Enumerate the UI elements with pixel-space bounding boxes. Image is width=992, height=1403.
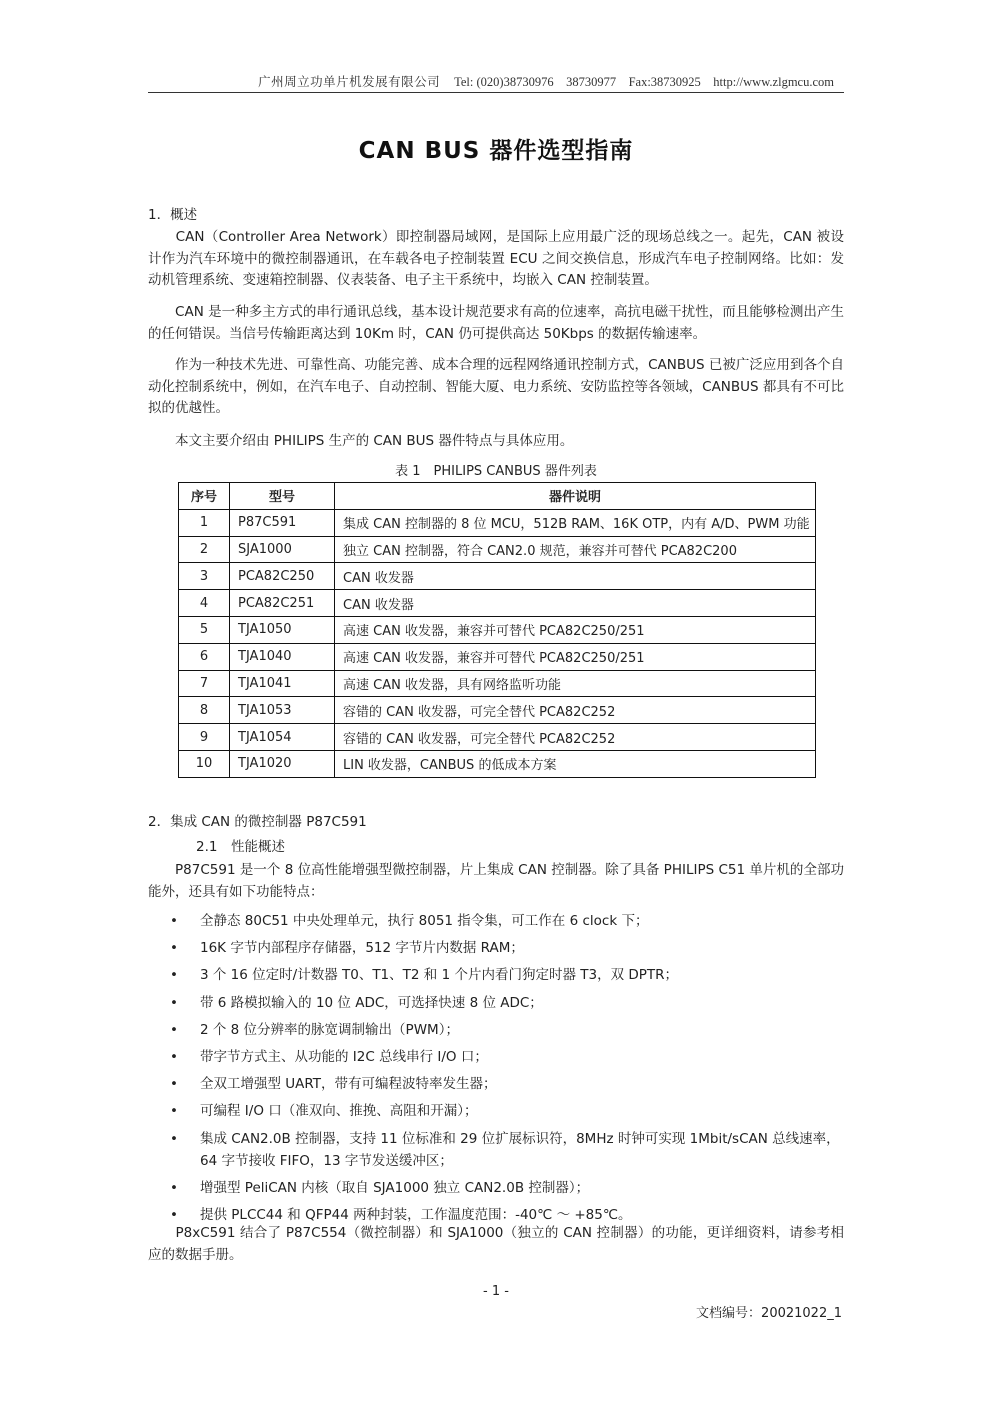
document-number: 文档编号：20021022_1: [696, 1306, 842, 1321]
list-item: [148, 964, 844, 991]
table-row: [179, 563, 816, 590]
section-2-closing: P8xC591 结合了 P87C554（微控制器）和 SJA1000（独立的 CAN 控制器）的功能，更详细资料，请参考相应的数据手册。: [148, 1225, 844, 1263]
header-company: 广州周立功单片机发展有限公司: [258, 74, 441, 89]
cell-index: 3: [179, 563, 230, 590]
list-item-text: 增强型 PeliCAN 内核（取自 SJA1000 独立 CAN2.0B 控制器）；: [200, 1179, 590, 1196]
page-header: [148, 69, 844, 93]
cell-index: 5: [179, 616, 230, 643]
list-item-text: 2 个 8 位分辨率的脉宽调制输出（PWM）；: [200, 1021, 459, 1038]
table-caption: 表 1 PHILIPS CANBUS 器件列表: [395, 464, 597, 479]
bullet-icon: •: [170, 940, 178, 957]
bullet-icon: •: [170, 967, 178, 984]
cell-description: CAN 收发器: [335, 563, 816, 590]
bullet-icon: •: [170, 1103, 178, 1120]
bullet-icon: •: [170, 913, 178, 929]
list-item: [148, 992, 844, 1019]
cell-model: PCA82C251: [230, 590, 335, 617]
cell-model: TJA1054: [230, 724, 335, 751]
cell-index: 10: [179, 750, 230, 777]
list-item-text: 带字节方式主、从功能的 I2C 总线串行 I/O 口；: [200, 1048, 488, 1065]
cell-description: 高速 CAN 收发器，兼容并可替代 PCA82C250/251: [335, 643, 816, 670]
section-1-paragraph: CAN（Controller Area Network）即控制器局域网，是国际上应用最广泛的现场总线之一。起先，CAN 被设计作为汽车环境中的微控制器通讯，在车载各电子控制装置 ECU 之间交换信息，形成汽车电子控制网络。比如：发动机管理系统、变速箱控制器、仪表装备、电子主干系统中，均嵌入 CAN 控制装置。: [148, 229, 844, 288]
table-row: [179, 590, 816, 617]
list-item: [148, 910, 844, 937]
cell-model: SJA1000: [230, 536, 335, 563]
cell-model: PCA82C250: [230, 563, 335, 590]
list-item-text: 全双工增强型 UART，带有可编程波特率发生器；: [200, 1076, 497, 1093]
header-contact: Tel: (020)38730976 38730977 Fax:38730925 http://www.zlgmcu.com: [454, 75, 834, 89]
bullet-icon: •: [170, 1206, 178, 1223]
cell-description: LIN 收发器，CANBUS 的低成本方案: [335, 750, 816, 777]
list-item: [148, 1128, 844, 1177]
list-item: [148, 937, 844, 964]
cell-index: 4: [179, 590, 230, 617]
cell-model: TJA1040: [230, 643, 335, 670]
list-item-text: 提供 PLCC44 和 QFP44 两种封装，工作温度范围：-40℃ ～ +85℃。: [200, 1206, 632, 1223]
cell-model: P87C591: [230, 509, 335, 536]
section-2-heading: 2．集成 CAN 的微控制器 P87C591: [148, 814, 367, 830]
cell-description: 独立 CAN 控制器，符合 CAN2.0 规范，兼容并可替代 PCA82C200: [335, 536, 816, 563]
bullet-icon: •: [170, 1130, 178, 1147]
list-item-text: 集成 CAN2.0B 控制器，支持 11 位标准和 29 位扩展标识符，8MHz 时钟可实现 1Mbit/sCAN 总线速率，64 字节接收 FIFO，13 字节发送缓冲区；: [200, 1130, 840, 1169]
table-row: [179, 670, 816, 697]
table-row: [179, 697, 816, 724]
cell-description: 容错的 CAN 收发器，可完全替代 PCA82C252: [335, 724, 816, 751]
list-item: [148, 1073, 844, 1100]
table-row: [179, 616, 816, 643]
list-item-text: 全静态 80C51 中央处理单元，执行 8051 指令集，可工作在 6 clock 下；: [200, 913, 649, 929]
bullet-icon: •: [170, 1021, 178, 1038]
table-row: [179, 509, 816, 536]
document-title: CAN BUS 器件选型指南: [358, 138, 634, 164]
page-number: - 1 -: [483, 1284, 509, 1299]
section-1-paragraph: 本文主要介绍由 PHILIPS 生产的 CAN BUS 器件特点与具体应用。: [148, 433, 574, 449]
list-item-text: 3 个 16 位定时/计数器 T0、T1、T2 和 1 个片内看门狗定时器 T3，双 DPTR；: [200, 967, 679, 984]
cell-index: 6: [179, 643, 230, 670]
table-row: [179, 536, 816, 563]
cell-description: 容错的 CAN 收发器，可完全替代 PCA82C252: [335, 697, 816, 724]
cell-description: 高速 CAN 收发器，具有网络监听功能: [335, 670, 816, 697]
cell-description: CAN 收发器: [335, 590, 816, 617]
table-header-row: [179, 483, 816, 510]
bullet-icon: •: [170, 1076, 178, 1093]
list-item: [148, 1177, 844, 1204]
table-row: [179, 750, 816, 777]
section-2-intro: P87C591 是一个 8 位高性能增强型微控制器，片上集成 CAN 控制器。除了具备 PHILIPS C51 单片机的全部功能外，还具有如下功能特点：: [148, 862, 844, 900]
bullet-icon: •: [170, 1179, 178, 1196]
list-item-text: 可编程 I/O 口（准双向、推挽、高阻和开漏）；: [200, 1103, 478, 1120]
cell-index: 2: [179, 536, 230, 563]
section-1-heading: 1．概述: [148, 207, 198, 223]
list-item: [148, 1019, 844, 1046]
table-row: [179, 724, 816, 751]
cell-index: 1: [179, 509, 230, 536]
column-header-index: 序号: [179, 483, 230, 510]
cell-index: 7: [179, 670, 230, 697]
cell-index: 8: [179, 697, 230, 724]
cell-index: 9: [179, 724, 230, 751]
cell-model: TJA1041: [230, 670, 335, 697]
cell-description: 集成 CAN 控制器的 8 位 MCU，512B RAM、16K OTP，内有 A/D、PWM 功能: [335, 509, 816, 536]
bullet-icon: •: [170, 1048, 178, 1065]
list-item-text: 16K 字节内部程序存储器，512 字节片内数据 RAM；: [200, 940, 524, 957]
cell-description: 高速 CAN 收发器，兼容并可替代 PCA82C250/251: [335, 616, 816, 643]
table-row: [179, 643, 816, 670]
section-1-paragraph: CAN 是一种多主方式的串行通讯总线，基本设计规范要求有高的位速率，高抗电磁干扰性，而且能够检测出产生的任何错误。当信号传输距离达到 10Km 时，CAN 仍可提供高达 50Kbps 的数据传输速率。: [148, 304, 844, 342]
feature-list: [148, 910, 844, 1231]
device-table: [178, 482, 816, 778]
column-header-model: 型号: [230, 483, 335, 510]
section-1-paragraph: 作为一种技术先进、可靠性高、功能完善、成本合理的远程网络通讯控制方式，CANBUS 已被广泛应用到各个自动化控制系统中，例如，在汽车电子、自动控制、智能大厦、电力系统、安防监控等各领域，CANBUS 都具有不可比拟的优越性。: [148, 357, 844, 416]
cell-model: TJA1053: [230, 697, 335, 724]
list-item-text: 带 6 路模拟输入的 10 位 ADC，可选择快速 8 位 ADC；: [200, 994, 543, 1011]
cell-model: TJA1020: [230, 750, 335, 777]
column-header-description: 器件说明: [335, 483, 816, 510]
list-item: [148, 1100, 844, 1127]
section-2-1-heading: 2.1 性能概述: [196, 839, 285, 855]
bullet-icon: •: [170, 994, 178, 1011]
list-item: [148, 1046, 844, 1073]
cell-model: TJA1050: [230, 616, 335, 643]
